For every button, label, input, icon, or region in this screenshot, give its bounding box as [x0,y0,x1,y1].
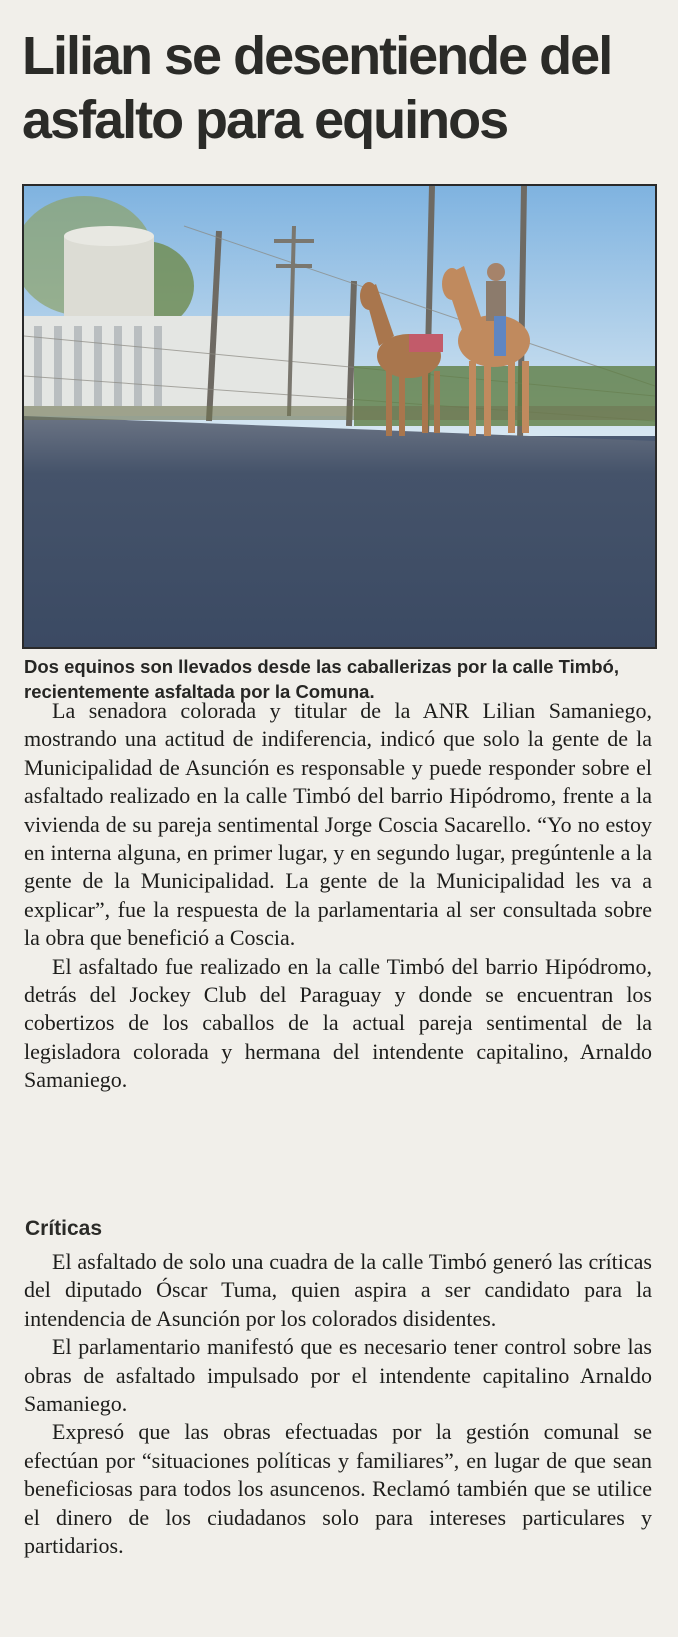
horses-on-street-photo [24,186,655,647]
article-body-bottom [24,1248,652,1560]
paragraph: La senadora colorada y titular de la ANR Lilian Samaniego, mostrando una actitud de indiferencia, indicó que solo la gente de la Municipalidad de Asunción es responsable y puede responder sobre el asfaltado realizado en la calle Timbó del barrio Hipódromo, frente a la vivienda de su pareja sentimental Jorge Coscia Sacarello. “Yo no estoy en interna alguna, en primer lugar, y en segundo lugar, pregúntenle a la gente de la Municipalidad. La gente de la Municipalidad les va a explicar”, fue la respuesta de la parlamentaria al ser consultada sobre la obra que benefició a Coscia. [24,698,652,951]
headline: Lilian se desentiende del asfalto para equinos [22,26,612,150]
paragraph: Expresó que las obras efectuadas por la gestión comunal se efectúan por “situaciones políticas y familiares”, en lugar de que sean beneficiosas para todos los asuncenos. Reclamó también que se utilice el dinero de los ciudadanos solo para intereses particulares y partidarios. [24,1419,652,1559]
news-photo [22,184,657,649]
article-body-top [24,697,652,1095]
photo-caption: Dos equinos son llevados desde las caballerizas por la calle Timbó, recientemente asfaltada por la Comuna. [24,656,619,702]
paragraph: El asfaltado de solo una cuadra de la calle Timbó generó las críticas del diputado Óscar Tuma, quien aspira a ser candidato para la intendencia de Asunción por los colorados disidentes. [24,1249,652,1331]
paragraph: El parlamentario manifestó que es necesario tener control sobre las obras de asfaltado impulsado por el intendente capitalino Arnaldo Samaniego. [24,1334,652,1417]
paragraph: El asfaltado fue realizado en la calle Timbó del barrio Hipódromo, detrás del Jockey Club del Paraguay y donde se encuentran los cobertizos de los caballos de la actual pareja sentimental de la legisladora colorada y hermana del intendente capitalino, Arnaldo Samaniego. [24,953,652,1093]
section-subhead: Críticas [25,1217,103,1240]
